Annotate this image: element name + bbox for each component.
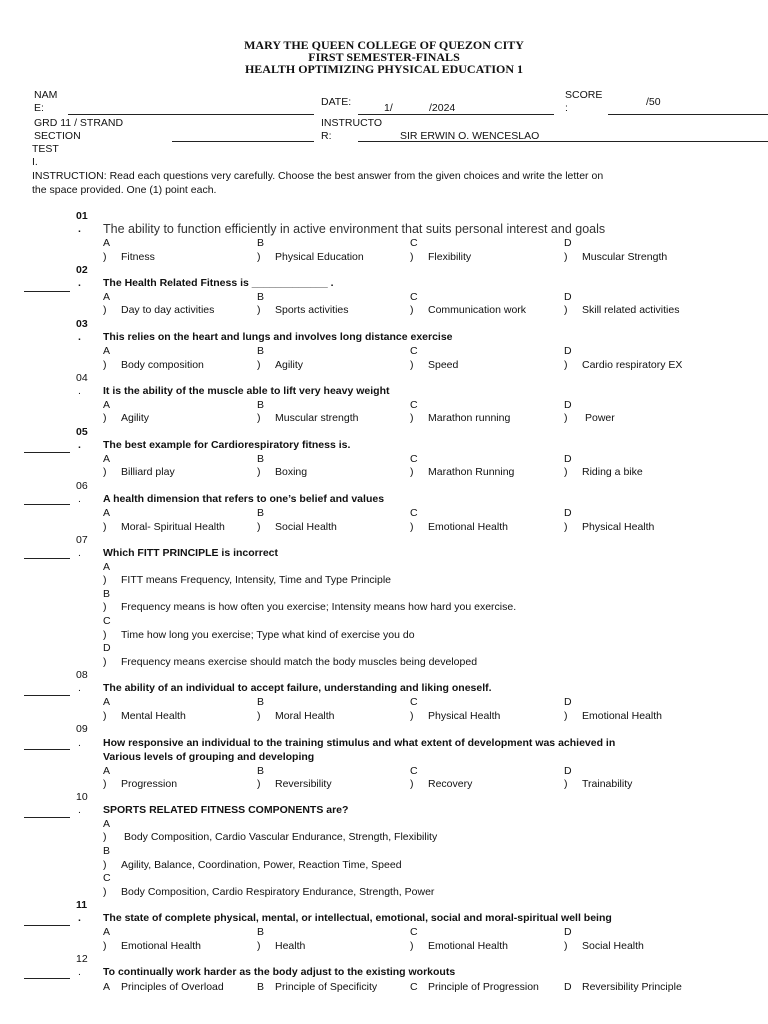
choice-a: FITT means Frequency, Intensity, Time and Type Principle — [121, 574, 392, 586]
choice-letter-c: C — [410, 453, 418, 465]
choice-c: Flexibility — [428, 251, 472, 263]
question-number-dot: . — [78, 223, 81, 235]
choice-letter-b: B — [257, 926, 265, 938]
choice-a: Day to day activities — [121, 304, 215, 316]
question-text: The ability to function efficiently in active environment that suits personal interest and goals — [103, 222, 606, 236]
choice-d: Reversibility Principle — [582, 981, 682, 993]
question-number-dot: . — [78, 493, 81, 505]
choice-letter-b: B — [257, 399, 265, 411]
choice-d: Frequency means exercise should match the body muscles being developed — [121, 656, 478, 668]
choice-letter-d: D — [564, 696, 572, 708]
choice-b: Moral Health — [275, 710, 335, 722]
choice-c: Marathon Running — [428, 466, 515, 478]
choice-c: Recovery — [428, 778, 473, 790]
choice-c: Communication work — [428, 304, 527, 316]
question-text-cont: Various levels of grouping and developing — [103, 751, 315, 763]
question-number: 08 — [76, 669, 88, 681]
choice-paren: ) — [257, 466, 261, 478]
choice-letter-c: C — [410, 237, 418, 249]
choice-letter-a: A — [103, 765, 111, 777]
choice-c: Marathon running — [428, 412, 511, 424]
test-number: I. — [32, 156, 38, 168]
choice-paren: ) — [103, 778, 107, 790]
choice-a: Progression — [121, 778, 178, 790]
choice-paren: ) — [103, 940, 107, 952]
choice-paren: ) — [564, 251, 568, 263]
answer-blank[interactable] — [24, 291, 70, 292]
choice-letter-d: D — [564, 507, 572, 519]
choice-letter-c: C — [103, 872, 111, 884]
choice-letter-b: B — [257, 345, 265, 357]
choice-letter-c: C — [410, 981, 418, 993]
choice-b: Muscular strength — [275, 412, 359, 424]
name-label: NAM — [34, 89, 58, 101]
choice-paren: ) — [103, 304, 107, 316]
choice-letter-b: B — [257, 291, 265, 303]
choice-paren: ) — [410, 521, 414, 533]
question-number: 11 — [76, 899, 88, 911]
choice-paren: ) — [257, 778, 261, 790]
question-text: It is the ability of the muscle able to lift very heavy weight — [103, 385, 390, 397]
instructor-name: SIR ERWIN O. WENCESLAO — [400, 130, 540, 142]
date-year: /2024 — [429, 102, 456, 114]
instruction-line-1: INSTRUCTION: Read each questions very carefully. Choose the best answer from the given choices and write the letter on — [32, 170, 604, 182]
choice-letter-c: C — [410, 696, 418, 708]
question-number-dot: . — [78, 385, 81, 397]
choice-letter-c: C — [410, 291, 418, 303]
choice-paren: ) — [103, 886, 107, 898]
choice-paren: ) — [257, 521, 261, 533]
question-number-dot: . — [78, 912, 81, 924]
choice-paren: ) — [103, 710, 107, 722]
question-number: 04 — [76, 372, 88, 384]
question-number-dot: . — [78, 547, 81, 559]
name-field[interactable] — [68, 114, 314, 115]
choice-letter-a: A — [103, 345, 111, 357]
question-text: To continually work harder as the body adjust to the existing workouts — [103, 966, 456, 978]
choice-letter-c: C — [410, 507, 418, 519]
choice-d: Power — [585, 412, 615, 424]
choice-paren: ) — [103, 521, 107, 533]
choice-c: Emotional Health — [428, 521, 508, 533]
choice-a: Principles of Overload — [121, 981, 224, 993]
date-day: 1/ — [384, 102, 393, 114]
choice-letter-d: D — [103, 642, 111, 654]
question-text: How responsive an individual to the training stimulus and what extent of development was achieved in — [103, 737, 616, 749]
question-number: 01 — [76, 210, 88, 222]
choice-paren: ) — [564, 304, 568, 316]
school-name: MARY THE QUEEN COLLEGE OF QUEZON CITY — [244, 38, 524, 52]
choice-paren: ) — [410, 940, 414, 952]
choice-c: Body Composition, Cardio Respiratory Endurance, Strength, Power — [121, 886, 435, 898]
question-number-dot: . — [78, 682, 81, 694]
question-number-dot: . — [78, 439, 81, 451]
choice-a: Emotional Health — [121, 940, 201, 952]
choice-letter-b: B — [257, 696, 265, 708]
question-number: 12 — [76, 953, 88, 965]
choice-letter-d: D — [564, 926, 572, 938]
choice-letter-d: D — [564, 453, 572, 465]
name-label-cont: E: — [34, 102, 44, 114]
choice-paren: ) — [564, 521, 568, 533]
choice-paren: ) — [257, 359, 261, 371]
choice-paren: ) — [257, 940, 261, 952]
question-number: 06 — [76, 480, 88, 492]
choice-d: Cardio respiratory EX — [582, 359, 683, 371]
subject-title: HEALTH OPTIMIZING PHYSICAL EDUCATION 1 — [244, 62, 524, 76]
choice-letter-b: B — [257, 453, 265, 465]
choice-a: Agility — [121, 412, 150, 424]
choice-b: Health — [275, 940, 306, 952]
answer-blank[interactable] — [24, 749, 70, 750]
choice-b: Reversibility — [275, 778, 332, 790]
question-text: SPORTS RELATED FITNESS COMPONENTS are? — [103, 804, 349, 816]
choice-paren: ) — [103, 831, 107, 843]
choice-c: Time how long you exercise; Type what kind of exercise you do — [121, 629, 415, 641]
choice-b: Agility — [275, 359, 304, 371]
choice-a: Fitness — [121, 251, 155, 263]
choice-letter-a: A — [103, 291, 111, 303]
section-label: SECTION — [34, 130, 81, 142]
instructor-label: INSTRUCTO — [321, 117, 383, 129]
choice-letter-a: A — [103, 818, 111, 830]
choice-b: Frequency means is how often you exercise; Intensity means how hard you exercise. — [121, 601, 517, 613]
choice-paren: ) — [564, 778, 568, 790]
choice-letter-a: A — [103, 981, 111, 993]
choice-paren: ) — [410, 710, 414, 722]
choice-paren: ) — [103, 251, 107, 263]
choice-d: Muscular Strength — [582, 251, 668, 263]
choice-letter-d: D — [564, 291, 572, 303]
choice-a: Mental Health — [121, 710, 186, 722]
question-number-dot: . — [78, 804, 81, 816]
semester-title: FIRST SEMESTER-FINALS — [308, 50, 460, 64]
choice-paren: ) — [257, 412, 261, 424]
answer-blank[interactable] — [24, 558, 70, 559]
answer-blank[interactable] — [24, 504, 70, 505]
choice-b: Social Health — [275, 521, 337, 533]
question-text: The state of complete physical, mental, or intellectual, emotional, social and moral-spiritual well being — [103, 912, 612, 924]
question-text: The best example for Cardiorespiratory fitness is. — [103, 439, 351, 451]
choice-c: Emotional Health — [428, 940, 508, 952]
choice-b: Agility, Balance, Coordination, Power, Reaction Time, Speed — [121, 859, 402, 871]
answer-blank[interactable] — [24, 978, 70, 979]
choice-letter-c: C — [410, 765, 418, 777]
choice-a: Body Composition, Cardio Vascular Endurance, Strength, Flexibility — [124, 831, 438, 843]
choice-paren: ) — [410, 412, 414, 424]
choice-paren: ) — [103, 466, 107, 478]
choice-letter-a: A — [103, 237, 111, 249]
score-field[interactable] — [608, 114, 768, 115]
choice-letter-b: B — [103, 845, 111, 857]
choice-letter-a: A — [103, 926, 111, 938]
choice-letter-b: B — [257, 981, 265, 993]
choice-paren: ) — [410, 304, 414, 316]
choice-letter-a: A — [103, 507, 111, 519]
choice-letter-d: D — [564, 981, 572, 993]
question-text: Which FITT PRINCIPLE is incorrect — [103, 547, 279, 559]
choice-letter-c: C — [410, 399, 418, 411]
choice-letter-b: B — [257, 765, 265, 777]
choice-paren: ) — [564, 710, 568, 722]
choice-c: Principle of Progression — [428, 981, 539, 993]
question-number: 05 — [76, 426, 88, 438]
choice-letter-d: D — [564, 237, 572, 249]
grade-strand-label: GRD 11 / STRAND — [34, 117, 124, 129]
choice-letter-a: A — [103, 453, 111, 465]
date-label: DATE: — [321, 96, 352, 108]
instruction-line-2: the space provided. One (1) point each. — [32, 184, 217, 196]
question-number-dot: . — [78, 737, 81, 749]
answer-blank[interactable] — [24, 452, 70, 453]
choice-a: Body composition — [121, 359, 204, 371]
answer-blank[interactable] — [24, 817, 70, 818]
question-text: This relies on the heart and lungs and involves long distance exercise — [103, 331, 453, 343]
test-label: TEST — [32, 143, 59, 155]
choice-paren: ) — [103, 656, 107, 668]
instructor-label-cont: R: — [321, 130, 332, 142]
choice-letter-a: A — [103, 561, 111, 573]
instructor-field — [358, 141, 768, 142]
choice-c: Physical Health — [428, 710, 501, 722]
question-number: 07 — [76, 534, 88, 546]
answer-blank[interactable] — [24, 925, 70, 926]
section-field[interactable] — [172, 141, 314, 142]
question-number-dot: . — [78, 277, 81, 289]
answer-blank[interactable] — [24, 695, 70, 696]
choice-a: Moral- Spiritual Health — [121, 521, 225, 533]
choice-d: Emotional Health — [582, 710, 662, 722]
choice-paren: ) — [410, 359, 414, 371]
choice-letter-a: A — [103, 399, 111, 411]
choice-letter-d: D — [564, 765, 572, 777]
question-number: 03 — [76, 318, 88, 330]
choice-d: Social Health — [582, 940, 644, 952]
choice-paren: ) — [564, 412, 568, 424]
choice-paren: ) — [564, 466, 568, 478]
choice-letter-b: B — [257, 237, 265, 249]
choice-b: Principle of Specificity — [275, 981, 378, 993]
score-total: /50 — [646, 96, 661, 108]
question-text: A health dimension that refers to one’s belief and values — [103, 493, 385, 505]
choice-paren: ) — [564, 940, 568, 952]
choice-letter-b: B — [103, 588, 111, 600]
choice-paren: ) — [103, 359, 107, 371]
choice-paren: ) — [410, 778, 414, 790]
choice-letter-c: C — [103, 615, 111, 627]
question-number: 09 — [76, 723, 88, 735]
choice-paren: ) — [103, 412, 107, 424]
choice-d: Riding a bike — [582, 466, 643, 478]
choice-b: Physical Education — [275, 251, 364, 263]
question-number: 10 — [76, 791, 88, 803]
choice-paren: ) — [257, 710, 261, 722]
choice-d: Skill related activities — [582, 304, 680, 316]
choice-paren: ) — [103, 859, 107, 871]
date-field[interactable] — [358, 114, 554, 115]
choice-d: Trainability — [582, 778, 633, 790]
choice-paren: ) — [103, 629, 107, 641]
question-number: 02 — [76, 264, 88, 276]
choice-letter-a: A — [103, 696, 111, 708]
question-text: The ability of an individual to accept failure, understanding and liking oneself. — [103, 682, 492, 694]
choice-paren: ) — [257, 304, 261, 316]
choice-letter-c: C — [410, 345, 418, 357]
choice-paren: ) — [103, 601, 107, 613]
question-number-dot: . — [78, 966, 81, 978]
choice-b: Sports activities — [275, 304, 349, 316]
choice-paren: ) — [257, 251, 261, 263]
choice-c: Speed — [428, 359, 459, 371]
choice-letter-d: D — [564, 345, 572, 357]
choice-paren: ) — [103, 574, 107, 586]
choice-letter-c: C — [410, 926, 418, 938]
score-label: SCORE — [565, 89, 603, 101]
question-number-dot: . — [78, 331, 81, 343]
score-label-cont: : — [565, 102, 568, 114]
choice-a: Billiard play — [121, 466, 175, 478]
choice-paren: ) — [410, 466, 414, 478]
choice-letter-d: D — [564, 399, 572, 411]
choice-paren: ) — [564, 359, 568, 371]
choice-b: Boxing — [275, 466, 308, 478]
choice-paren: ) — [410, 251, 414, 263]
choice-d: Physical Health — [582, 521, 655, 533]
question-text: The Health Related Fitness is _____________ . — [103, 277, 334, 289]
choice-letter-b: B — [257, 507, 265, 519]
